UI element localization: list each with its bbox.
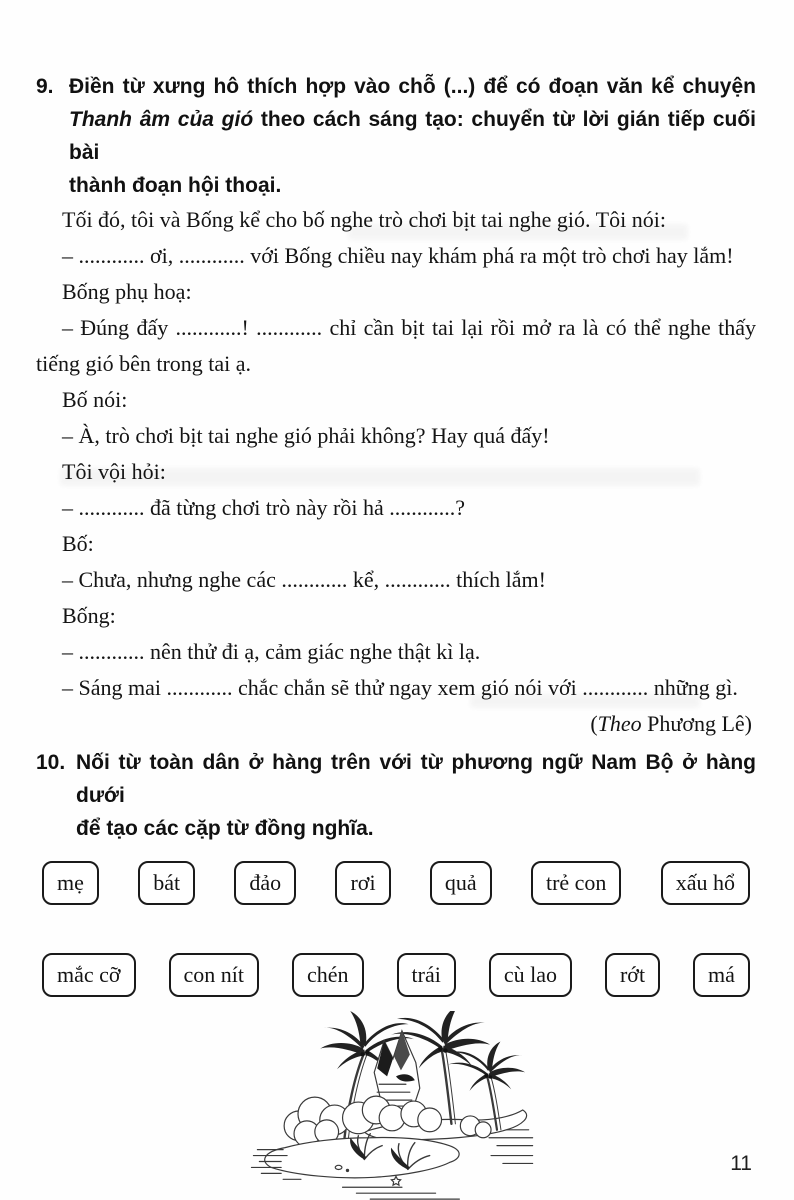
word-box-top-3 — [234, 861, 296, 905]
passage-line: – À, trò chơi bịt tai nghe gió phải không? Hay quá đấy! — [62, 423, 550, 448]
word-box-bottom-3 — [292, 953, 364, 997]
word-box-top-2 — [138, 861, 195, 905]
word-label: trái — [411, 962, 441, 987]
word-box-top-4 — [335, 861, 390, 905]
island-illustration — [246, 1011, 546, 1200]
word-box-top-6 — [531, 861, 621, 905]
word-label: quả — [444, 870, 477, 895]
word-label: rớt — [619, 962, 646, 987]
passage-line: Tối đó, tôi và Bống kể cho bố nghe trò chơi bịt tai nghe gió. Tôi nói: — [62, 207, 666, 232]
exercise-9-title-line1: Điền từ xưng hô thích hợp vào chỗ (...) để có đoạn văn kể chuyện — [69, 75, 756, 98]
word-box-bottom-2 — [169, 953, 260, 997]
word-box-bottom-7 — [693, 953, 750, 997]
exercise-9-title-book-name: Thanh âm của gió — [69, 108, 254, 131]
word-label: cù lao — [503, 962, 557, 987]
passage-line-blank: – ............ đã từng chơi trò này rồi hả ............? — [62, 495, 465, 520]
exercise-9-number: 9. — [36, 75, 54, 98]
exercise-9-heading — [36, 70, 756, 202]
word-label: bát — [153, 870, 181, 895]
passage-line-blank: – ............ ơi, ............ với Bống chiều nay khám phá ra một trò chơi hay lắm! — [62, 243, 734, 268]
passage-line-blank: – Sáng mai ............ chắc chắn sẽ thử ngay xem gió nói với ............ những gì. — [62, 675, 738, 700]
word-box-top-1 — [42, 861, 99, 905]
exercise-10-title-line1: Nối từ toàn dân ở hàng trên với từ phương ngữ Nam Bộ ở hàng dưới — [76, 751, 756, 807]
exercise-10-heading — [36, 746, 756, 845]
word-label: đảo — [249, 870, 282, 895]
passage-line: Bống: — [62, 603, 116, 628]
passage-line: Bống phụ hoạ: — [62, 279, 192, 304]
passage-line-blank: – Đúng đấy ............! ............ chỉ cần bịt tai lại rồi mở ra là có thể nghe thấy — [62, 315, 756, 340]
exercise-10-number: 10. — [36, 751, 66, 774]
word-label: trẻ con — [545, 870, 607, 895]
word-box-top-7 — [661, 861, 750, 905]
word-label: mẹ — [57, 870, 84, 895]
word-box-bottom-6 — [605, 953, 660, 997]
word-label: má — [708, 962, 735, 987]
word-box-bottom-1 — [42, 953, 136, 997]
word-label: mắc cỡ — [57, 962, 121, 987]
word-label: xấu hổ — [675, 870, 735, 895]
word-box-top-5 — [430, 861, 492, 905]
attribution-theo: Theo — [597, 711, 642, 736]
exercise-9-title-line2 — [69, 103, 756, 169]
exercise-9-title — [69, 70, 756, 202]
island-illustration-svg — [246, 1011, 546, 1200]
passage-line: Bố nói: — [62, 387, 128, 412]
exercise-9-title-line3: thành đoạn hội thoại. — [69, 174, 282, 197]
attribution-author: Phương Lê) — [641, 711, 752, 736]
passage-line: tiếng gió bên trong tai ạ. — [36, 351, 252, 376]
passage-line-blank: – ............ nên thử đi ạ, cảm giác nghe thật kì lạ. — [62, 639, 481, 664]
attribution — [36, 706, 756, 742]
passage-line: Bố: — [62, 531, 94, 556]
exercise-9-title-line2-rest: theo cách sáng tạo: chuyển từ lời gián tiếp cuối bài — [69, 108, 756, 164]
page-number: 11 — [730, 1152, 752, 1175]
word-row-bottom — [36, 953, 756, 997]
word-label: rơi — [350, 870, 376, 895]
passage-line: Tôi vội hỏi: — [62, 459, 166, 484]
word-row-top — [36, 861, 756, 905]
word-label: con nít — [183, 962, 245, 987]
attribution-open: ( — [590, 711, 598, 736]
exercise-10-title-line2: để tạo các cặp từ đồng nghĩa. — [76, 817, 374, 840]
exercise-9-passage — [36, 202, 756, 742]
exercise-10-title — [76, 746, 756, 845]
water-ripples-bottom — [343, 1187, 460, 1200]
passage-line-blank: – Chưa, nhưng nghe các ............ kể, ............ thích lắm! — [62, 567, 546, 592]
word-box-bottom-5 — [489, 953, 572, 997]
word-label: chén — [307, 962, 349, 987]
page-content — [36, 70, 756, 1200]
word-box-bottom-4 — [397, 953, 456, 997]
